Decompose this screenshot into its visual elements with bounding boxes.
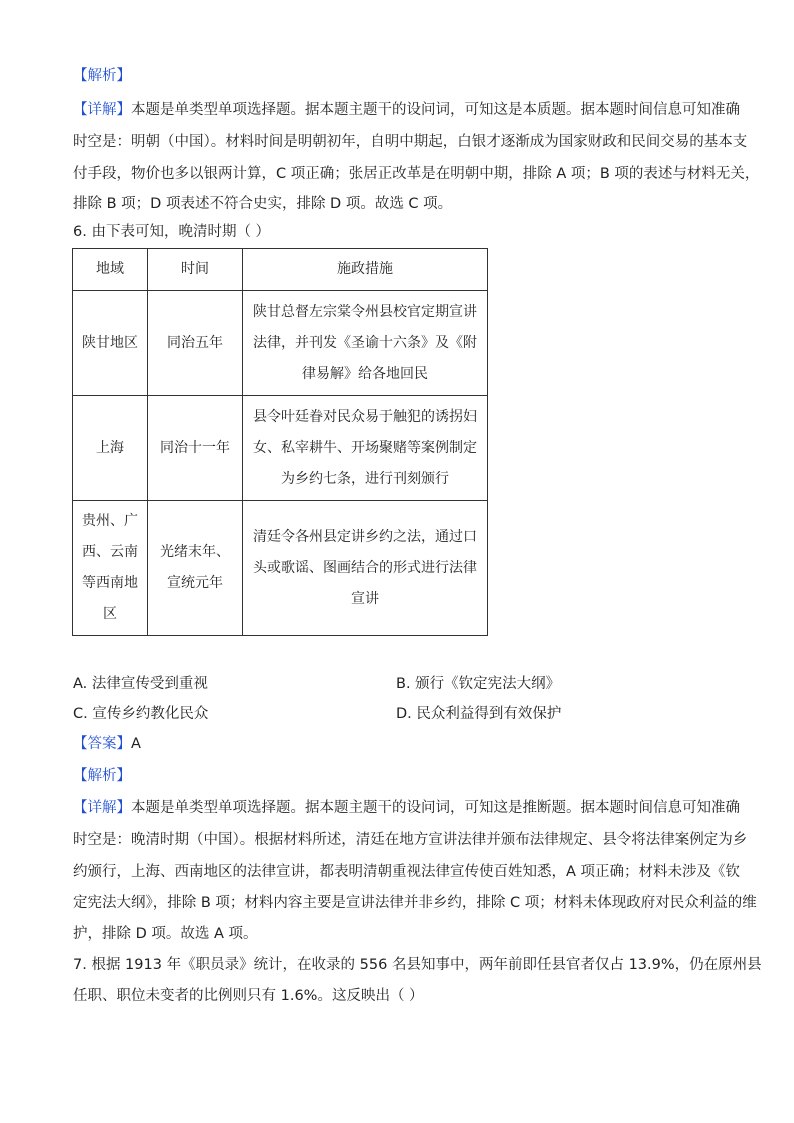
detail-tag: 【详解】 <box>73 800 131 816</box>
question-6-stem: 6. 由下表可知，晚清时期（ ） <box>73 224 271 240</box>
detail-line-4: 定宪法大纲》，排除 B 项；材料内容主要是宣讲法律并非乡约，排除 C 项；材料未体现政府对民众利益的维 <box>73 895 757 911</box>
answer-tag: 【答案】 <box>73 736 131 752</box>
table-row <box>73 291 488 396</box>
table-cell: 陕甘地区 <box>73 291 148 396</box>
detail-line-2: 时空是：明朝（中国）。材料时间是明朝初年，自明中期起，白银才逐渐成为国家财政和民间交易的基本支 <box>73 134 748 150</box>
detail-line-3: 付手段，物价也多以银两计算，C 项正确；张居正改革是在明朝中期，排除 A 项；B 项的表述与材料无关， <box>73 166 760 182</box>
table-header-row <box>73 249 488 291</box>
table-cell: 县令叶廷眷对民众易于触犯的诱拐妇女、私宰耕牛、开场聚赌等案例制定为乡约七条，进行刊刻颁行 <box>243 396 488 501</box>
detail-line-3: 约颁行，上海、西南地区的法律宣讲，都表明清朝重视法律宣传使百姓知悉，A 项正确；材料未涉及《钦 <box>73 864 741 880</box>
table-cell: 陕甘总督左宗棠令州县校官定期宣讲法律，并刊发《圣谕十六条》及《附律易解》给各地回民 <box>243 291 488 396</box>
answer-value: A <box>131 736 141 752</box>
detail-line-1: 【详解】本题是单类型单项选择题。据本题主题干的设问词，可知这是本质题。据本题时间信息可知准确 <box>73 102 740 118</box>
detail-line-1: 【详解】本题是单类型单项选择题。据本题主题干的设问词，可知这是推断题。据本题时间信息可知准确 <box>73 800 740 816</box>
analysis-tag: 【解析】 <box>73 768 131 784</box>
detail-tag: 【详解】 <box>73 102 131 118</box>
table-row <box>73 501 488 636</box>
option-d: D. 民众利益得到有效保护 <box>396 706 562 722</box>
detail-line-4: 排除 B 项；D 项表述不符合史实，排除 D 项。故选 C 项。 <box>73 196 453 212</box>
table-cell: 光绪末年、宣统元年 <box>148 501 243 636</box>
option-a: A. 法律宣传受到重视 <box>73 676 208 692</box>
question-7-line-1: 7. 根据 1913 年《职员录》统计，在收录的 556 名县知事中，两年前即任县官者仅占 13.9%，仍在原州县 <box>73 957 762 973</box>
detail-line-2: 时空是：晚清时期（中国）。根据材料所述，清廷在地方宣讲法律并颁布法律规定、县令将法律案例定为乡 <box>73 832 748 848</box>
table-cell: 贵州、广西、云南等西南地区 <box>73 501 148 636</box>
answer-line <box>73 734 141 754</box>
analysis-tag: 【解析】 <box>73 68 131 84</box>
table-row <box>73 396 488 501</box>
table-cell: 上海 <box>73 396 148 501</box>
question-7-line-2: 任职、职位未变者的比例则只有 1.6%。这反映出（ ） <box>73 988 424 1004</box>
table-cell: 同治五年 <box>148 291 243 396</box>
header-region: 地域 <box>73 249 148 291</box>
question-6-table <box>72 248 488 636</box>
header-time: 时间 <box>148 249 243 291</box>
detail-line-5: 护，排除 D 项。故选 A 项。 <box>73 926 258 942</box>
option-b: B. 颁行《钦定宪法大纲》 <box>396 676 561 692</box>
table-cell: 清廷令各州县定讲乡约之法，通过口头或歌谣、图画结合的形式进行法律宣讲 <box>243 501 488 636</box>
table-cell: 同治十一年 <box>148 396 243 501</box>
header-measures: 施政措施 <box>243 249 488 291</box>
option-c: C. 宣传乡约教化民众 <box>73 706 209 722</box>
